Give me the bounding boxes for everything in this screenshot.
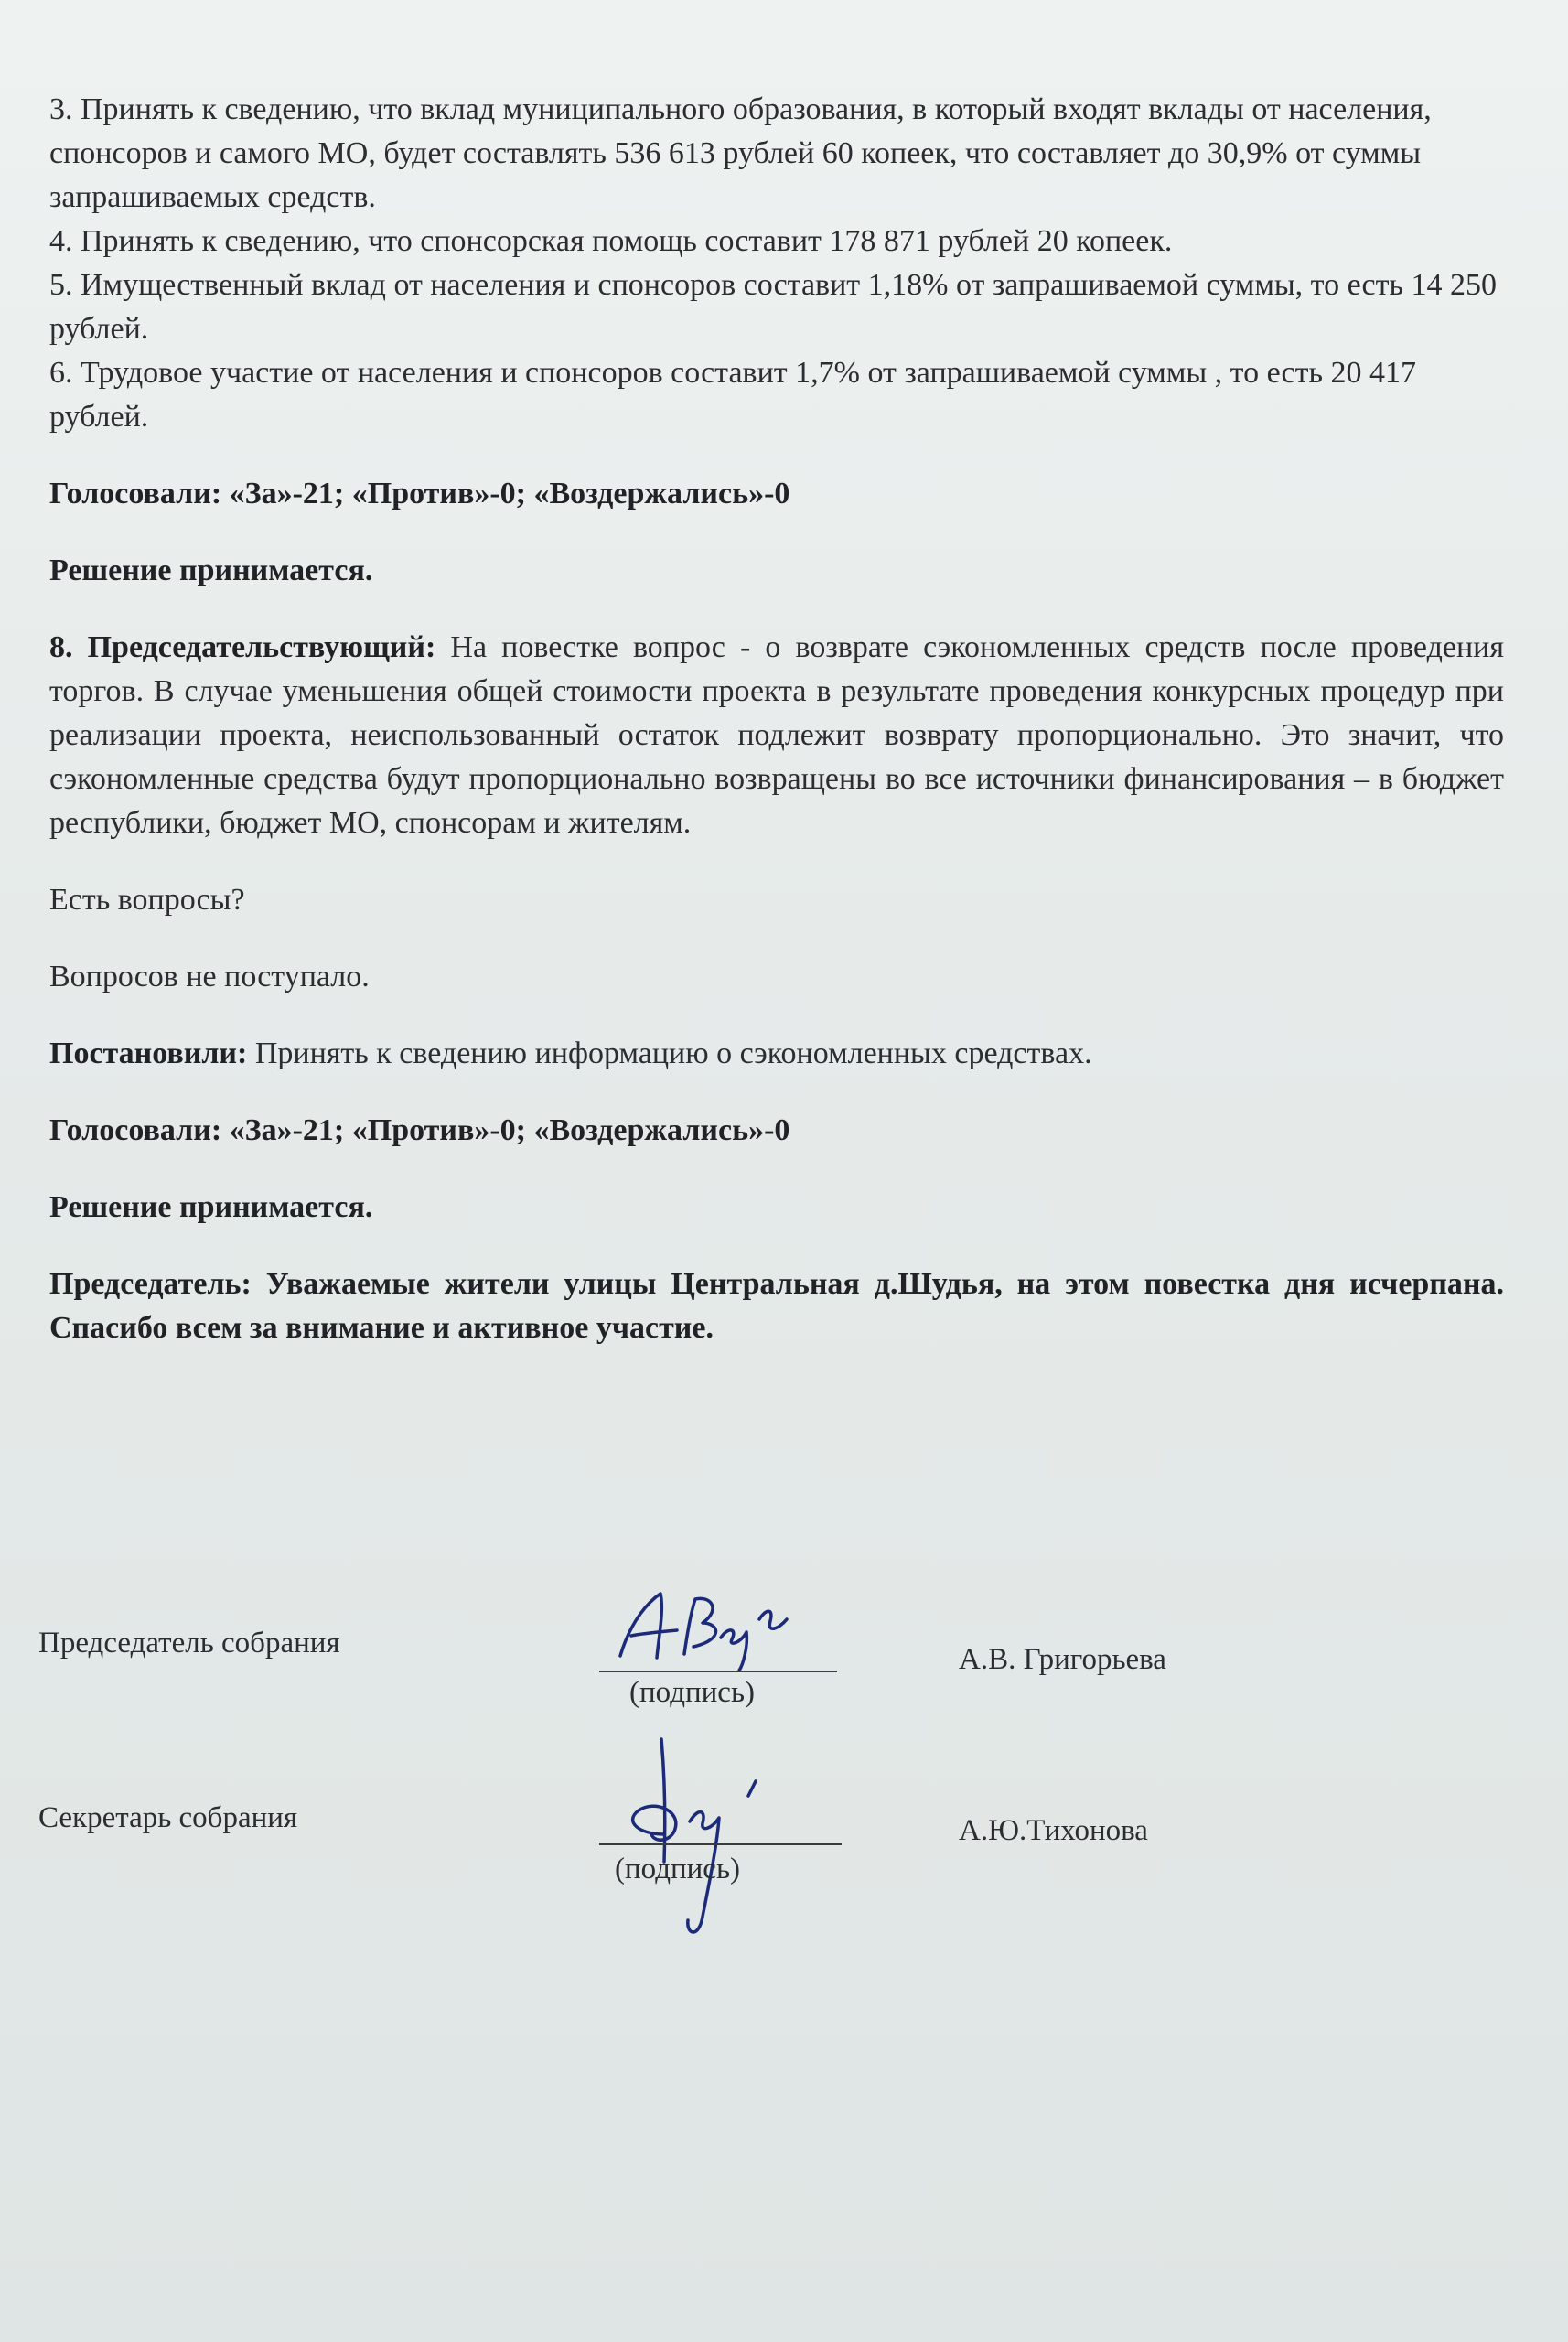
chair-signature-line [599, 1671, 837, 1672]
signature-row-secretary [0, 1743, 1568, 1889]
secretary-role: Секретарь собрания [38, 1801, 298, 1834]
secretary-name: А.Ю.Тихонова [959, 1814, 1148, 1847]
resolution-text: Принять к сведению информацию о сэкономленных средствах. [247, 1037, 1092, 1070]
secretary-signature-icon [611, 1734, 794, 1944]
chair-signature-icon [604, 1583, 814, 1674]
section-8-paragraph [49, 626, 1504, 845]
decision-1: Решение принимается. [49, 553, 373, 587]
chair-name: А.В. Григорьева [959, 1643, 1166, 1676]
item-6: 6. Трудовое участие от населения и спонсоров составит 1,7% от запрашиваемой суммы , то есть 20 417 рублей. [49, 356, 1416, 434]
vote-result-1: Голосовали: «За»-21; «Против»-0; «Воздержались»-0 [49, 477, 790, 510]
secretary-signature-caption: (подпись) [615, 1853, 740, 1885]
secretary-signature-line [599, 1843, 842, 1845]
signature-row-chair [0, 1592, 1568, 1738]
resolution-label: Постановили: [49, 1037, 248, 1070]
item-3: 3. Принять к сведению, что вклад муниципального образования, в который входят вклады от населения, спонсоров и самого МО, будет составлять 536 613 рублей 60 копеек, что составляет до 30,9% от суммы запрашиваемых средств. [49, 92, 1432, 214]
closing-remark: Председатель: Уважаемые жители улицы Центральная д.Шудья, на этом повестка дня исчерпана. Спасибо всем за внимание и активное участие. [49, 1267, 1504, 1345]
questions-prompt: Есть вопросы? [49, 883, 245, 917]
item-4: 4. Принять к сведению, что спонсорская помощь составит 178 871 рублей 20 копеек. [49, 224, 1173, 258]
section-8-text: На повестке вопрос - о возврате сэкономленных средств после проведения торгов. В случае уменьшения общей стоимости проекта в результате проведения конкурсных процедур при реализации проекта, неиспользованный остаток подлежит возврату пропорционально. Это значит, что сэкономленные средства будут пропорционально возвращены во все источники финансирования – в бюджет республики, бюджет МО, спонсорам и жителям. [49, 630, 1504, 840]
chair-role: Председатель собрания [38, 1627, 340, 1660]
item-5: 5. Имущественный вклад от населения и спонсоров составит 1,18% от запрашиваемой суммы, то есть 14 250 рублей. [49, 268, 1497, 346]
decision-2: Решение принимается. [49, 1190, 373, 1224]
vote-result-2: Голосовали: «За»-21; «Против»-0; «Воздержались»-0 [49, 1113, 790, 1147]
resolution-paragraph [49, 1032, 1504, 1076]
no-questions-note: Вопросов не поступало. [49, 960, 370, 994]
section-8-label: 8. Председательствующий: [49, 630, 436, 664]
chair-signature-caption: (подпись) [629, 1676, 755, 1709]
